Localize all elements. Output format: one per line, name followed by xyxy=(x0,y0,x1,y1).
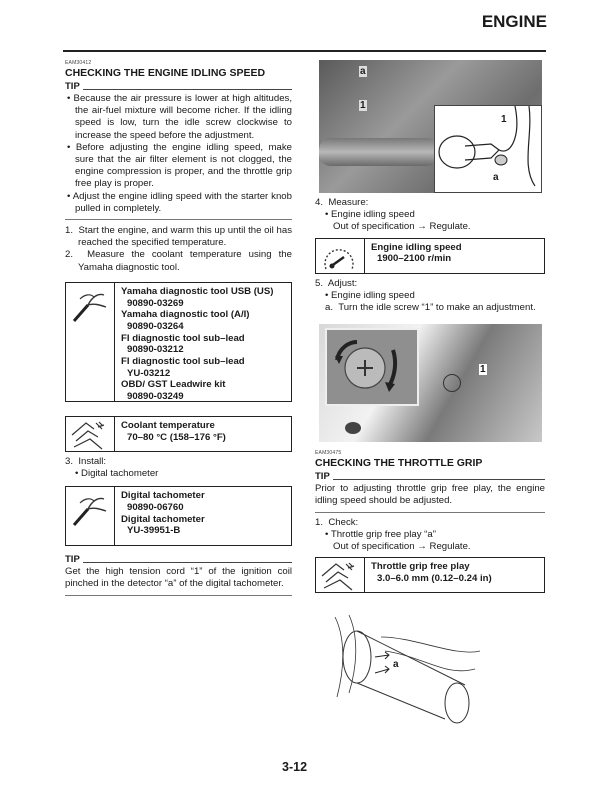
tool-line: 90890-03264 xyxy=(127,320,184,332)
tip-header xyxy=(315,471,545,482)
section-code: EAM30412 xyxy=(65,60,92,66)
step-check: 1. Check: • Throttle grip free play “a” Out of specification → Regulate. xyxy=(315,516,471,553)
spec-title: Coolant temperature xyxy=(121,419,215,431)
tool-list xyxy=(115,487,205,545)
steps-list xyxy=(65,225,292,274)
page-number: 3-12 xyxy=(282,760,308,774)
screw-inset xyxy=(325,328,419,406)
caliper-spec-icon xyxy=(68,419,112,451)
tool-line: FI diagnostic tool sub–lead xyxy=(121,332,245,344)
idle-screw-rotate-icon xyxy=(327,330,417,404)
tool-line: OBD/ GST Leadwire kit xyxy=(121,379,226,391)
tool-list xyxy=(115,283,273,401)
tip-end-rule xyxy=(315,512,545,513)
right-column xyxy=(315,60,545,727)
inset-callout-1: 1 xyxy=(501,114,507,125)
tip-header xyxy=(65,81,292,92)
tip-label: TIP xyxy=(65,554,80,566)
tool-line: Yamaha diagnostic tool USB (US) xyxy=(121,285,274,297)
callout-1: 1 xyxy=(480,364,486,376)
tool-line: 90890-06760 xyxy=(127,501,184,513)
tip-text: Prior to adjusting throttle grip free play, the engine idling speed should be adjusted. xyxy=(315,483,545,507)
tip-list xyxy=(65,93,292,215)
section-code: EAM30475 xyxy=(315,450,342,457)
tool-line: Digital tachometer xyxy=(121,513,205,525)
step-item: 2. Measure the coolant temperature using the Yamaha diagnostic tool. xyxy=(65,249,292,273)
throttle-free-play-spec-box xyxy=(315,557,545,593)
spec-title: Throttle grip free play xyxy=(371,561,470,573)
inset-callout-a: a xyxy=(493,172,499,183)
tool-line: 90890-03212 xyxy=(127,344,184,356)
step-install: 3. Install: • Digital tachometer xyxy=(65,455,159,480)
section-heading: CHECKING THE THROTTLE GRIP xyxy=(315,457,483,470)
step-item: 1. Start the engine, and warm this up until the oil has reached the specified temperature. xyxy=(65,225,292,249)
special-tool-icon xyxy=(68,285,112,325)
tool-line: 90890-03269 xyxy=(127,297,184,309)
coolant-spec-box xyxy=(65,416,292,452)
tachometer-tool-box xyxy=(65,486,292,546)
spec-value: 70–80 °C (158–176 °F) xyxy=(127,431,226,443)
special-tool-icon xyxy=(68,489,112,529)
throttle-grip-figure xyxy=(315,607,485,727)
callout-1: 1 xyxy=(360,100,366,111)
tool-line: FI diagnostic tool sub–lead xyxy=(121,356,245,368)
tip-text: Get the high tension cord “1” of the ignition coil pinched in the detector “a” of the digital tachometer. xyxy=(65,566,292,590)
caliper-spec-icon xyxy=(318,560,362,592)
tool-line: YU-39951-B xyxy=(127,525,181,537)
tip-item: • Because the air pressure is lower at high altitudes, the air-fuel mixture will become richer. If the idling speed is low, turn the idle screw clockwise to increase the speed before the adjustment. xyxy=(67,93,293,141)
header-rule xyxy=(63,50,546,52)
step-measure: 4. Measure: • Engine idling speed Out of specification → Regulate. xyxy=(315,197,471,233)
tachometer-icon xyxy=(320,241,360,273)
tool-line: Yamaha diagnostic tool (A/I) xyxy=(121,309,250,321)
section-title: ENGINE xyxy=(481,12,547,31)
tool-line: YU-03212 xyxy=(127,367,171,379)
tool-line: 90890-03249 xyxy=(127,391,184,403)
spec-value: 3.0–6.0 mm (0.12–0.24 in) xyxy=(377,572,492,584)
tip-end-rule xyxy=(65,595,292,596)
tip-item: • Before adjusting the engine idling speed, make sure that the air filter element is not clogged, the engine compression is proper, and the throttle grip free play is proper. xyxy=(67,141,292,190)
tip-end-rule xyxy=(65,219,292,220)
tip-label: TIP xyxy=(65,81,80,92)
inset-detail xyxy=(434,105,542,193)
coil-cord-drawing xyxy=(435,106,541,192)
left-column xyxy=(65,60,292,596)
callout-a: a xyxy=(393,659,399,671)
special-tool-box xyxy=(65,282,292,402)
spec-value: 1900–2100 r/min xyxy=(377,253,452,265)
callout-a: a xyxy=(360,66,366,77)
idle-screw-figure xyxy=(319,324,542,442)
throttle-grip-drawing xyxy=(315,607,485,727)
tip-label: TIP xyxy=(315,471,330,483)
section-heading: CHECKING THE ENGINE IDLING SPEED xyxy=(65,67,266,79)
tip-header xyxy=(65,554,292,565)
spec-title: Engine idling speed xyxy=(371,241,462,253)
idle-speed-spec-box xyxy=(315,238,545,274)
step-adjust: 5. Adjust: • Engine idling speed a. Turn the idle screw “1” to make an adjustment. xyxy=(315,277,536,314)
tool-line: Digital tachometer xyxy=(121,490,205,502)
tip-item: • Adjust the engine idling speed with the starter knob pulled in completely. xyxy=(67,190,292,214)
ignition-coil-figure xyxy=(319,60,542,193)
